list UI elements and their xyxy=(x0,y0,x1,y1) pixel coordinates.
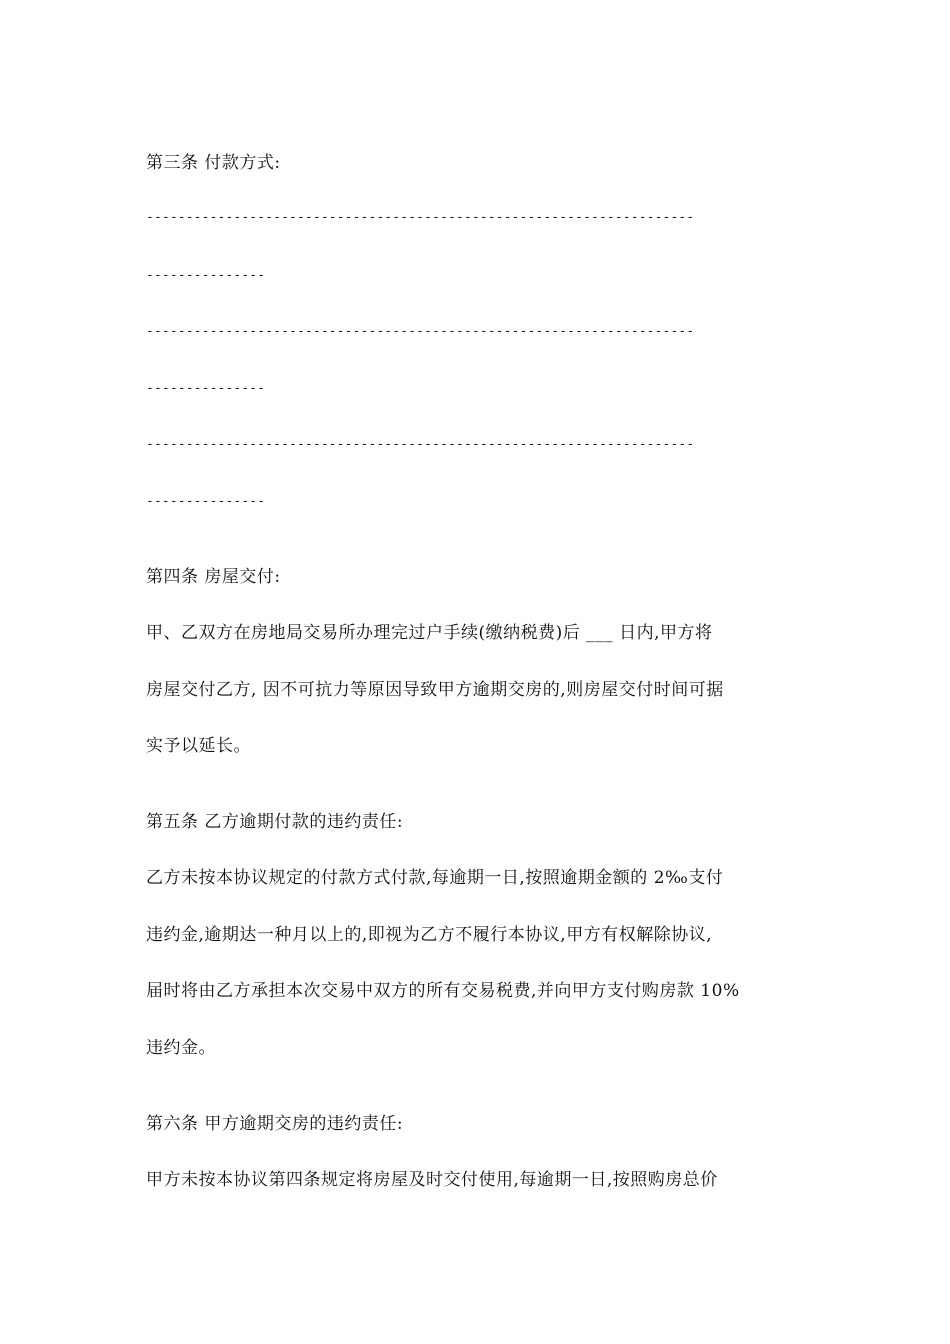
article-5-line-4: 违约金。 xyxy=(146,1038,216,1058)
article-5-line-2: 违约金,逾期达一种月以上的,即视为乙方不履行本协议,甲方有权解除协议, xyxy=(146,925,713,945)
article-5-line-3: 届时将由乙方承担本次交易中双方的所有交易税费,并向甲方支付购房款 10% xyxy=(146,981,740,1001)
blank-line-5: --------------------------------------------------------------------- xyxy=(146,437,695,452)
article-6-heading: 第六条 甲方逾期交房的违约责任: xyxy=(146,1114,404,1134)
blank-line-1: --------------------------------------------------------------------- xyxy=(146,210,695,225)
article-4-line-2: 房屋交付乙方, 因不可抗力等原因导致甲方逾期交房的,则房屋交付时间可据 xyxy=(146,680,724,700)
blank-line-2: --------------- xyxy=(146,268,266,283)
article-4-heading: 第四条 房屋交付: xyxy=(146,567,281,587)
article-4-line-1: 甲、乙双方在房地局交易所办理完过户手续(缴纳税费)后 ___ 日内,甲方将 xyxy=(146,623,713,643)
article-3-heading: 第三条 付款方式: xyxy=(146,153,281,173)
article-5-line-1: 乙方未按本协议规定的付款方式付款,每逾期一日,按照逾期金额的 2‰支付 xyxy=(146,868,724,888)
blank-line-4: --------------- xyxy=(146,381,266,396)
article-5-heading: 第五条 乙方逾期付款的违约责任: xyxy=(146,812,404,832)
blank-line-6: --------------- xyxy=(146,494,266,509)
article-6-line-1: 甲方未按本协议第四条规定将房屋及时交付使用,每逾期一日,按照购房总价 xyxy=(146,1170,718,1190)
blank-line-3: --------------------------------------------------------------------- xyxy=(146,324,695,339)
article-4-line-3: 实予以延长。 xyxy=(146,736,251,756)
